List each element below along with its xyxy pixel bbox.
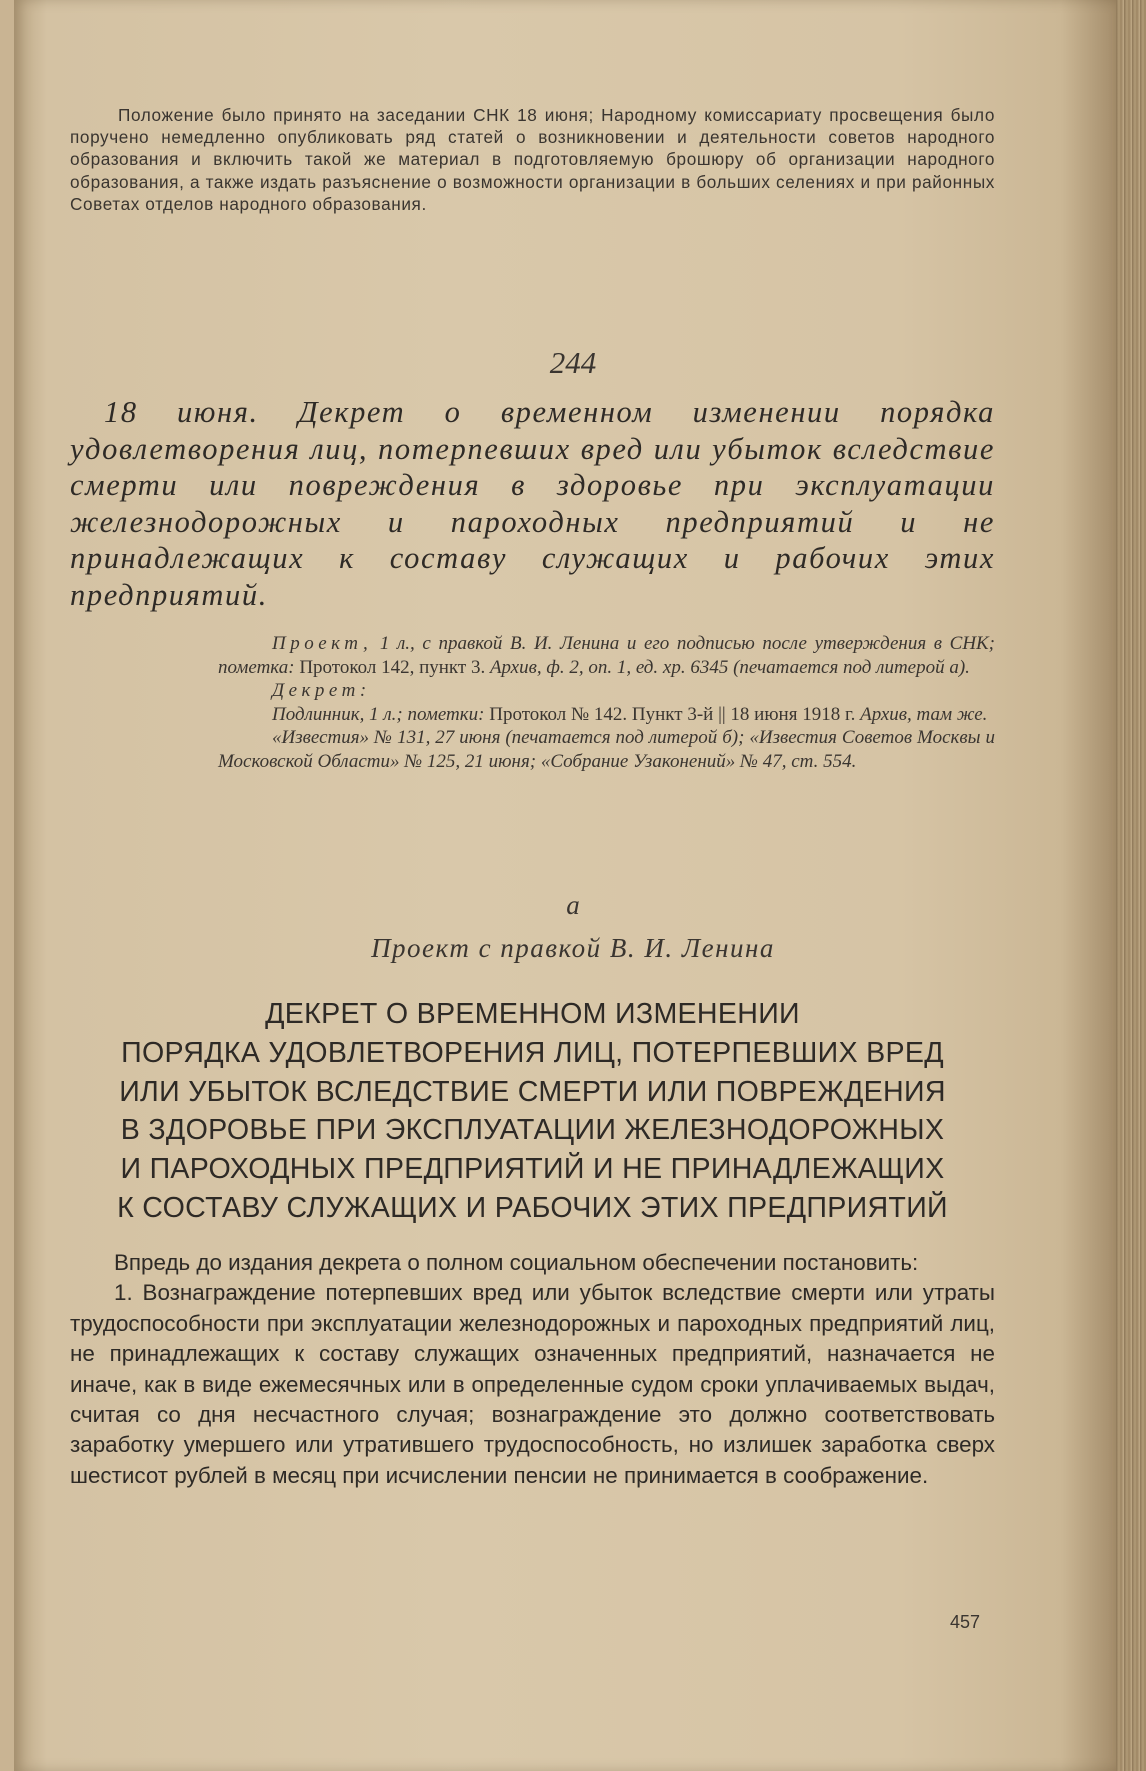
book-page: [14, 0, 1116, 1771]
page-stack-edge: [1116, 0, 1146, 1771]
document-title: 18 июня. Декрет о временном изменении порядка удовлетворения лиц, потерпевших вред или убыток вследствие смерти или повреждения в здоровье при эксплуатации железнодорожных и пароходных предприятий и не принадлежащих к составу служащих и рабочих этих предприятий.: [70, 395, 995, 612]
decree-title-line: ПОРЯДКА УДОВЛЕТВОРЕНИЯ ЛИЦ, ПОТЕРПЕВШИХ ВРЕД: [121, 1036, 944, 1069]
source-decree-heading: [218, 679, 995, 703]
decree-title-line: ИЛИ УБЫТОК ВСЛЕДСТВИЕ СМЕРТИ ИЛИ ПОВРЕЖДЕНИЯ: [119, 1075, 946, 1108]
decree-title-line: К СОСТАВУ СЛУЖАЩИХ И РАБОЧИХ ЭТИХ ПРЕДПРИЯТИЙ: [117, 1191, 948, 1224]
source-project-mark: Протокол 142, пункт 3.: [299, 656, 486, 678]
source-project-desc: 1 л., с правкой В. И. Ленина и его подписью после утверждения в СНК; пометка:: [218, 633, 995, 678]
source-original-archive: Архив, там же.: [860, 703, 988, 725]
source-references: [218, 632, 995, 773]
decree-title-line: ДЕКРЕТ О ВРЕМЕННОМ ИЗМЕНЕНИИ: [265, 998, 800, 1030]
page-number: 457: [950, 1612, 981, 1632]
preceding-note: Положение было принято на заседании СНК 18 июня; Народному комиссариату просвещения было поручено немедленно опубликовать ряд статей о возникновении и деятельности советов народного образования и включить такой же материал в подготовляемую брошюру об организации народного образования, а также издать разъяснение о возможности организации в больших селениях и при районных Советах отделов народного образования.: [70, 105, 995, 214]
decree-point-1: 1. Вознаграждение потерпевших вред или убыток вследствие смерти или утраты трудоспособности при эксплуатации железнодорожных и пароходных предприятий лиц, не принадлежащих к составу служащих означенных предприятий, назначается не иначе, как в виде ежемесячных или в определенные судом сроки уплачиваемых выдач, считая со дня несчастного случая; вознаграждение это должно соответствовать заработку умершего или утратившего трудоспособность, но излишек заработка сверх шестисот рублей в месяц при исчислении пенсии не принимается в соображение.: [70, 1280, 995, 1488]
source-project-archive: Архив, ф. 2, оп. 1, ед. хр. 6345 (печатается под литерой а).: [489, 656, 970, 678]
source-original-mark: Протокол № 142. Пункт 3-й || 18 июня 1918 г.: [489, 703, 856, 725]
source-project-label: Проект,: [272, 633, 373, 654]
decree-body: [70, 1248, 995, 1491]
source-original: [218, 703, 995, 727]
decree-intro: Впредь до издания декрета о полном социальном обеспечении постановить:: [114, 1250, 919, 1275]
source-original-label: Подлинник, 1 л.; пометки:: [272, 703, 485, 725]
source-decree-label: Декрет:: [272, 680, 371, 701]
decree-title-line: В ЗДОРОВЬЕ ПРИ ЭКСПЛУАТАЦИИ ЖЕЛЕЗНОДОРОЖНЫХ: [120, 1114, 945, 1147]
decree-title-line: И ПАРОХОДНЫХ ПРЕДПРИЯТИЙ И НЕ ПРИНАДЛЕЖАЩИХ: [120, 1153, 945, 1186]
section-letter: а: [566, 890, 580, 920]
decree-title: [60, 995, 1005, 1228]
document-number: 244: [549, 345, 597, 380]
source-project: [218, 632, 995, 679]
section-subtitle: Проект с правкой В. И. Ленина: [371, 933, 775, 963]
source-publications: «Известия» № 131, 27 июня (печатается под литерой б); «Известия Советов Москвы и Московской Области» № 125, 21 июня; «Собрание Узаконений» № 47, ст. 554.: [218, 727, 995, 772]
